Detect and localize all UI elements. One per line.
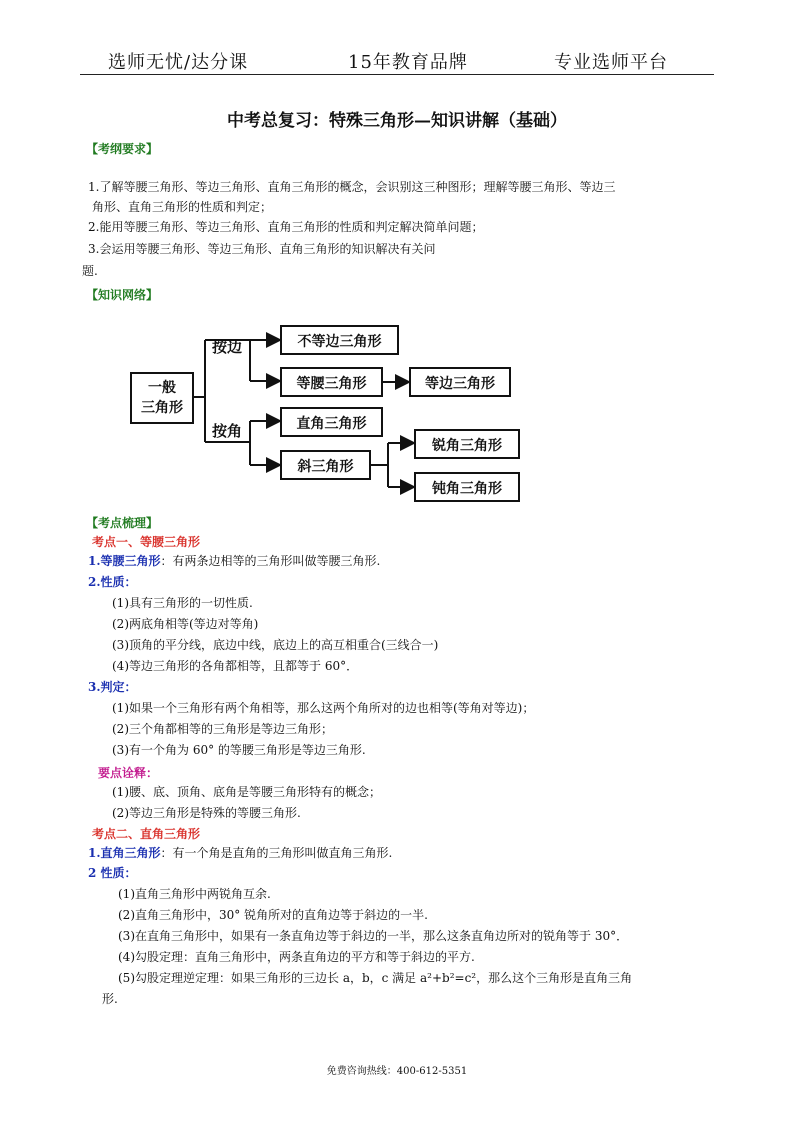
point1-property-2: (2)两底角相等(等边对等角) xyxy=(112,617,259,631)
point2-definition-label: 1.直角三角形 xyxy=(88,846,161,860)
syllabus-line-3: 2.能用等腰三角形、等边三角形、直角三角形的性质和判定解决简单问题； xyxy=(88,220,484,234)
node-equilateral: 等边三角形 xyxy=(425,376,495,392)
point2-definition xyxy=(88,846,392,862)
point1-property-1: (1)具有三角形的一切性质. xyxy=(112,596,253,610)
header-platform: 专业选师平台 xyxy=(554,52,668,73)
node-oblique: 斜三角形 xyxy=(297,459,354,475)
point1-title: 考点一、等腰三角形 xyxy=(92,535,201,549)
syllabus-line-4: 3.会运用等腰三角形、等边三角形、直角三角形的知识解决有关问 xyxy=(88,242,436,256)
node-acute: 锐角三角形 xyxy=(432,438,502,454)
point2-property-5-cont: 形. xyxy=(102,992,118,1006)
point2-properties-label: 2 性质： xyxy=(88,866,137,880)
points-heading: 【考点梳理】 xyxy=(86,516,159,530)
network-heading: 【知识网络】 xyxy=(86,288,159,302)
point1-property-3: (3)顶角的平分线，底边中线，底边上的高互相重合(三线合一) xyxy=(112,638,439,652)
point1-properties-label: 2.性质： xyxy=(88,575,137,589)
point2-property-5: (5)勾股定理逆定理：如果三角形的三边长 a，b，c 满足 a²+b²=c²，那么这个三角形是直角三角 xyxy=(118,971,633,985)
point1-definition xyxy=(88,554,380,570)
point1-definition-label: 1.等腰三角形 xyxy=(88,554,161,568)
point1-note-2: (2)等边三角形是特殊的等腰三角形. xyxy=(112,806,301,820)
point2-title: 考点二、直角三角形 xyxy=(92,827,201,841)
point1-notes-label: 要点诠释： xyxy=(98,766,159,780)
point2-property-3: (3)在直角三角形中，如果有一条直角边等于斜边的一半，那么这条直角边所对的锐角等于 30°． xyxy=(118,929,629,943)
point2-property-2: (2)直角三角形中，30° 锐角所对的直角边等于斜边的一半. xyxy=(118,908,428,922)
node-general-triangle: 一般 三角形 xyxy=(141,380,183,416)
header-brand: 选师无忧/达分课 xyxy=(108,52,249,73)
point1-judgement-label: 3.判定： xyxy=(88,680,137,694)
label-by-side: 按边 xyxy=(212,338,243,356)
footer-hotline: 免费咨询热线：400-612-5351 xyxy=(326,1066,468,1077)
point2-property-4: (4)勾股定理：直角三角形中，两条直角边的平方和等于斜边的平方. xyxy=(118,950,475,964)
point1-note-1: (1)腰、底、顶角、底角是等腰三角形特有的概念； xyxy=(112,785,381,799)
point1-judgement-2: (2)三个角都相等的三角形是等边三角形； xyxy=(112,722,333,736)
page-title: 中考总复习：特殊三角形—知识讲解（基础） xyxy=(227,111,567,131)
point1-judgement-1: (1)如果一个三角形有两个角相等，那么这两个角所对的边也相等(等角对等边)； xyxy=(112,701,535,715)
point2-property-1: (1)直角三角形中两锐角互余. xyxy=(118,887,271,901)
node-isosceles: 等腰三角形 xyxy=(296,376,367,392)
node-scalene: 不等边三角形 xyxy=(297,334,382,350)
syllabus-line-2: 角形、直角三角形的性质和判定； xyxy=(92,200,273,214)
node-right: 直角三角形 xyxy=(296,416,367,432)
syllabus-line-5: 题. xyxy=(82,264,98,278)
point1-definition-text: ：有两条边相等的三角形叫做等腰三角形. xyxy=(160,554,381,568)
node-obtuse: 钝角三角形 xyxy=(432,481,502,497)
point2-definition-text: ：有一个角是直角的三角形叫做直角三角形. xyxy=(160,846,393,860)
label-by-angle: 按角 xyxy=(212,422,243,440)
syllabus-line-1: 1.了解等腰三角形、等边三角形、直角三角形的概念，会识别这三种图形；理解等腰三角形、等边三 xyxy=(88,180,616,194)
point1-property-4: (4)等边三角形的各角都相等，且都等于 60°． xyxy=(112,659,359,673)
header-slogan: 15年教育品牌 xyxy=(348,52,468,73)
point1-judgement-3: (3)有一个角为 60° 的等腰三角形是等边三角形. xyxy=(112,743,366,757)
syllabus-heading: 【考纲要求】 xyxy=(86,142,159,156)
